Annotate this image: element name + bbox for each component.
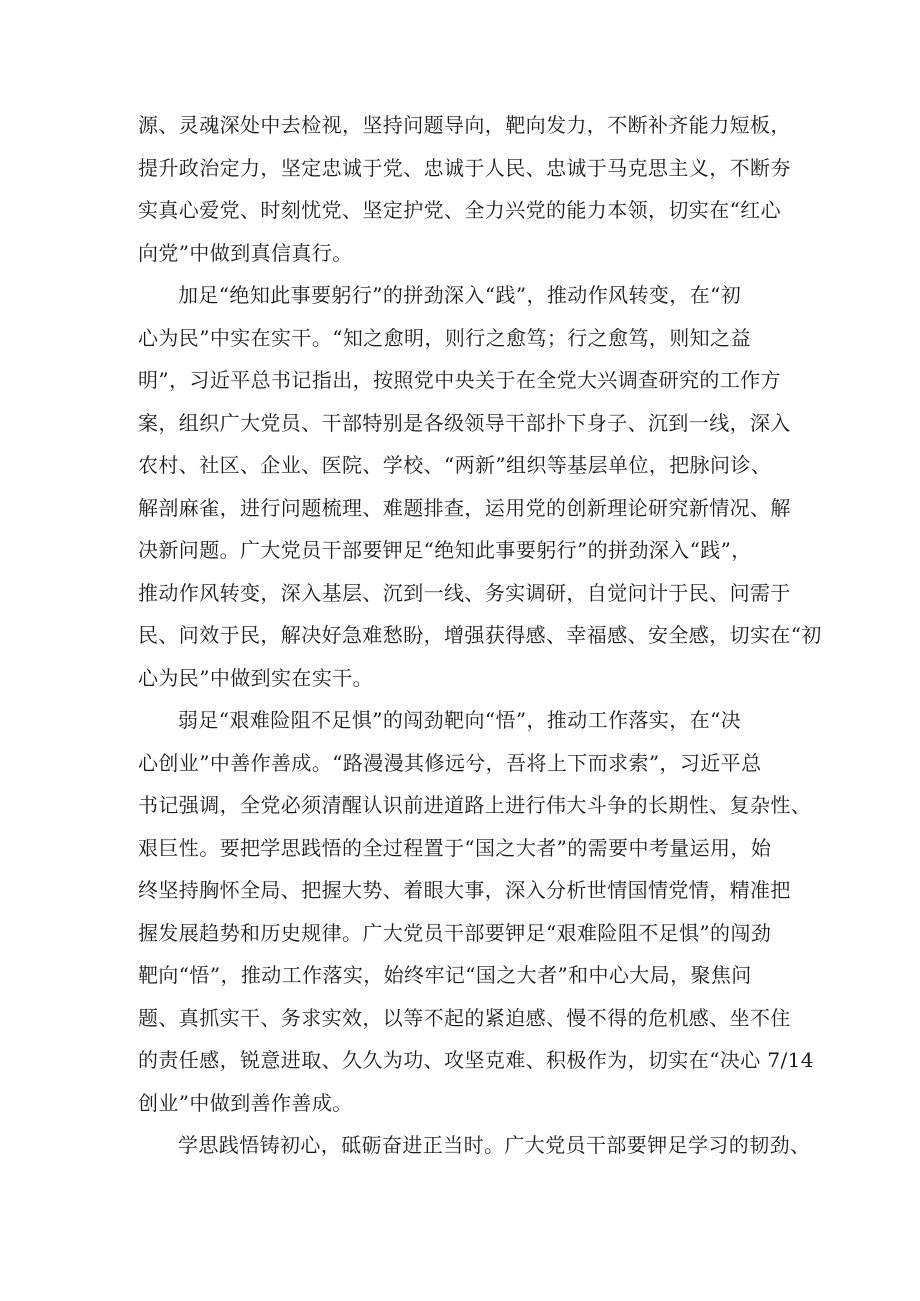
page-number: 7/14 xyxy=(767,1048,814,1072)
text-line: 创业”中做到善作善成。 xyxy=(138,1090,353,1115)
text-line: 题、真抓实干、务求实效，以等不起的紧迫感、慢不得的危机感、坐不住 xyxy=(138,1005,791,1030)
text-line: 解剖麻雀，进行问题梳理、难题排查，运用党的创新理论研究新情况、解 xyxy=(138,495,791,520)
text-line: 书记强调，全党必须清醒认识前进道路上进行伟大斗争的长期性、复杂性、 xyxy=(138,793,812,817)
text-line: 推动作风转变，深入基层、沉到一线、务实调研，自觉问计于民、问需于 xyxy=(138,580,791,605)
text-line: 源、灵魂深处中去检视，坚持问题导向，靶向发力，不断补齐能力短板， xyxy=(138,113,791,137)
paragraph-start-line: 加足“绝知此事要躬行”的拼劲深入“践”，推动作风转变，在“初 xyxy=(178,283,742,307)
body-text xyxy=(138,104,822,1167)
paragraph-start-line: 弱足“艰难险阻不足惧”的闯劲靶向“悟”，推动工作落实，在“决 xyxy=(178,708,742,732)
text-line: 靶向“悟”，推动工作落实，始终牢记“国之大者”和中心大局，聚焦问 xyxy=(138,963,752,987)
text-line: 心为民”中做到实在实干。 xyxy=(138,665,374,690)
text-line: 艰巨性。要把学思践悟的全过程置于“国之大者”的需要中考量运用，始 xyxy=(138,835,772,860)
text-line: 向党”中做到真信真行。 xyxy=(138,240,353,265)
text-line: 握发展趋势和历史规律。广大党员干部要钾足“艰难险阻不足惧”的闯劲 xyxy=(138,920,772,945)
text-line: 心创业”中善作善成。“路漫漫其修远兮，吾将上下而求索”，习近平总 xyxy=(138,750,762,775)
text-line-content: 的责任感，锐意进取、久久为功、攻坚克难、积极作为，切实在“决心 xyxy=(138,1048,761,1072)
text-line: 提升政治定力，坚定忠诚于党、忠诚于人民、忠诚于马克思主义，不断夯 xyxy=(138,155,791,180)
text-line: 案，组织广大党员、干部特别是各级领导干部扑下身子、沉到一线，深入 xyxy=(138,410,791,435)
text-line: 终坚持胸怀全局、把握大势、着眼大事，深入分析世情国情党情，精准把 xyxy=(138,878,791,902)
text-line: 实真心爱党、时刻忧党、坚定护党、全力兴党的能力本领，切实在“红心 xyxy=(138,198,782,222)
text-line: 心为民”中实在实干。“知之愈明，则行之愈笃；行之愈笃，则知之益 xyxy=(138,325,751,350)
text-line xyxy=(138,1039,814,1082)
paragraph-start-line: 学思践悟铸初心，砥砺奋进正当时。广大党员干部要钾足学习的韧劲、 xyxy=(178,1133,811,1157)
text-line: 明”，习近平总书记指出，按照党中央关于在全党大兴调查研究的工作方 xyxy=(138,368,782,392)
text-line: 农村、社区、企业、医院、学校、“两新”组织等基层单位，把脉问诊、 xyxy=(138,453,772,477)
text-line: 民、问效于民，解决好急难愁盼，增强获得感、幸福感、安全感，切实在“初 xyxy=(138,623,822,647)
text-line: 决新问题。广大党员干部要钾足“绝知此事要躬行”的拼劲深入“践”， xyxy=(138,538,752,562)
